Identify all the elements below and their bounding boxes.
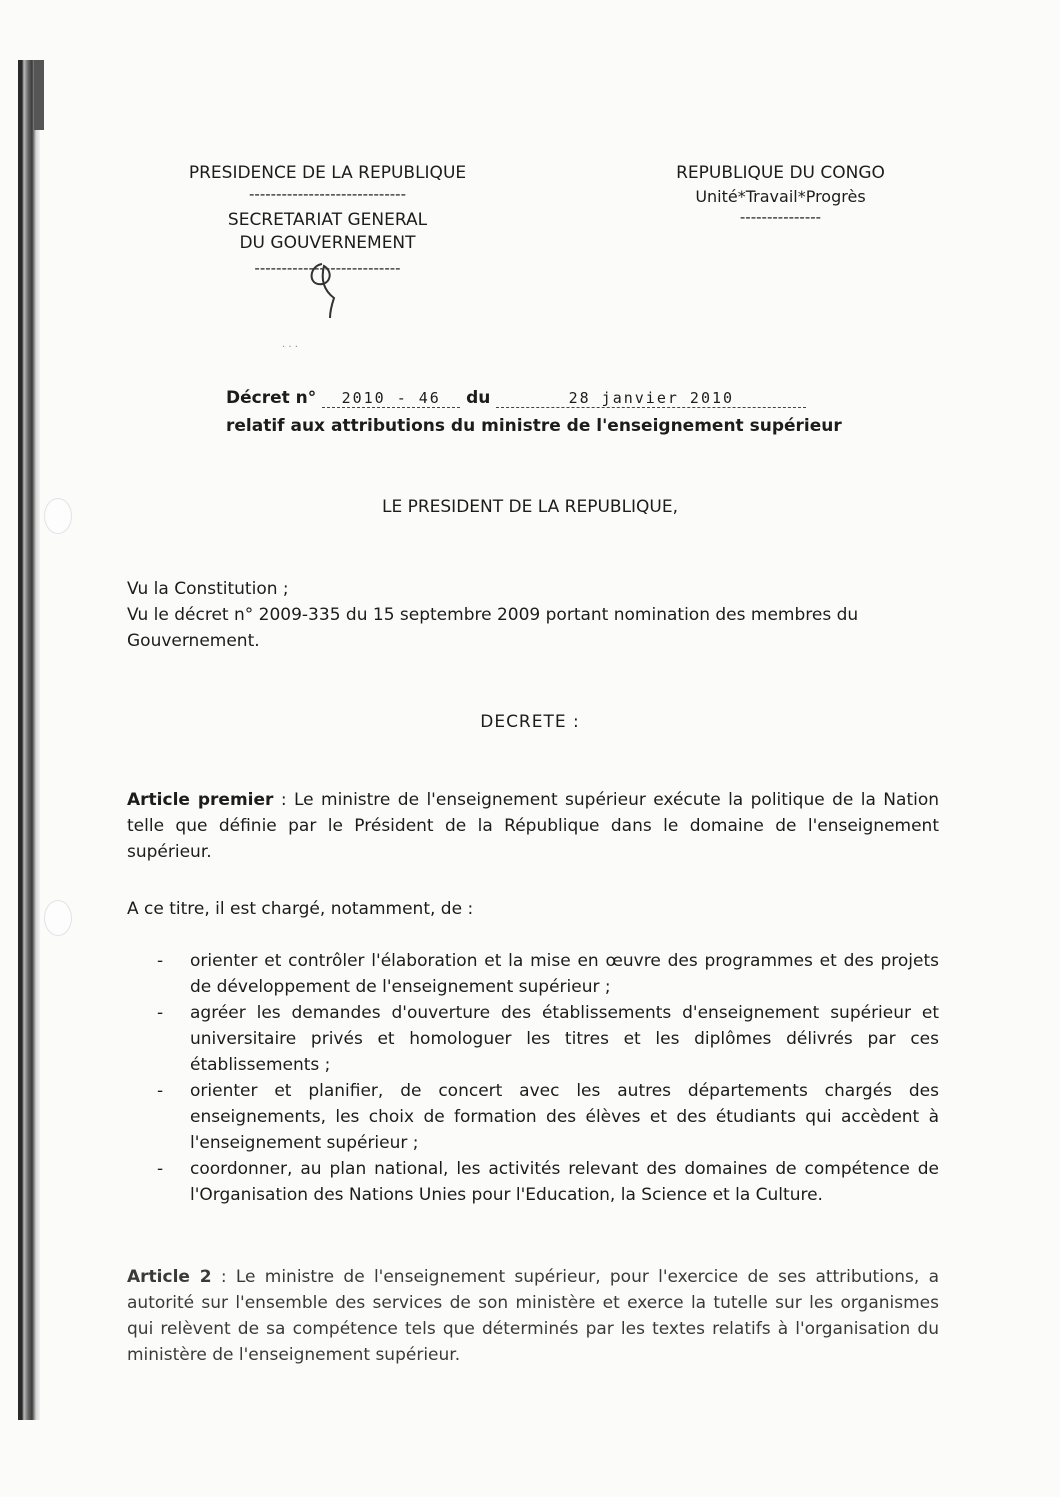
list-intro: A ce titre, il est chargé, notamment, de : — [127, 899, 474, 919]
scan-artifact: · · · — [282, 342, 298, 353]
scan-binding-mark — [34, 60, 44, 130]
issuer-secretariat: SECRETARIAT GENERAL — [227, 210, 428, 230]
article-2 — [127, 1264, 939, 1368]
punch-hole-bottom — [44, 900, 72, 936]
list-item: - coordonner, au plan national, les activités relevant des domaines de compétence de l'Organisation des Nations Unies pour l'Education, la Science et la Culture. — [127, 1156, 939, 1208]
republic-name: REPUBLIQUE DU CONGO — [676, 163, 885, 183]
issuer-presidence: PRESIDENCE DE LA REPUBLIQUE — [188, 163, 467, 183]
article-premier-text: : Le ministre de l'enseignement supérieur exécute la politique de la Nation telle que définie par le Président de la République dans le domaine de l'enseignement supérieur. — [127, 790, 940, 862]
issuer-separator-2: --------------------------- — [254, 259, 401, 277]
republic-separator: --------------- — [739, 208, 822, 226]
issuer-gouvernement: DU GOUVERNEMENT — [239, 233, 416, 253]
list-item: - agréer les demandes d'ouverture des établissements d'enseignement supérieur et universitaire privés et homologuer les titres et les diplômes délivrés par ces établissements ; — [127, 1000, 939, 1078]
decree-date: 28 janvier 2010 — [496, 389, 806, 408]
article-2-label: Article 2 — [127, 1267, 212, 1287]
attributions-list — [127, 948, 939, 1208]
article-2-text: : Le ministre de l'enseignement supérieur, pour l'exercice de ses attributions, a autorité sur l'ensemble des services de son ministère et exerce la tutelle sur les organismes qui relèvent de sa compétence tels que déterminés par les textes relatifs à l'organisation du ministère de l'enseignement supérieur. — [127, 1267, 939, 1365]
decree-subject: relatif aux attributions du ministre de l'enseignement supérieur — [226, 416, 842, 436]
republic-header — [648, 163, 913, 224]
decree-number: 2010 - 46 — [322, 389, 460, 408]
president-title: LE PRESIDENT DE LA REPUBLIQUE, — [381, 497, 679, 517]
decree-title-line — [226, 388, 806, 408]
article-premier — [127, 787, 939, 865]
vu-constitution: Vu la Constitution ; — [127, 579, 289, 599]
issuer-separator: ----------------------------- — [249, 185, 406, 203]
list-item: - orienter et contrôler l'élaboration et la mise en œuvre des programmes et des projets de développement de l'enseignement supérieur ; — [127, 948, 939, 1000]
decree-prefix: Décret n° — [226, 388, 317, 408]
decrete-heading: DECRETE : — [480, 712, 580, 732]
scan-binding-edge — [18, 60, 40, 1420]
republic-motto: Unité*Travail*Progrès — [695, 187, 866, 206]
list-item: - orienter et planifier, de concert avec les autres départements chargés des enseignements, les choix de formation des élèves et des étudiants qui accèdent à l'enseignement supérieur ; — [127, 1078, 939, 1156]
decree-du: du — [466, 388, 491, 408]
handwritten-initial-mark — [300, 252, 350, 320]
article-premier-label: Article premier — [127, 790, 274, 810]
vu-decret: Vu le décret n° 2009-335 du 15 septembre 2009 portant nomination des membres du Gouvernement. — [127, 605, 859, 651]
